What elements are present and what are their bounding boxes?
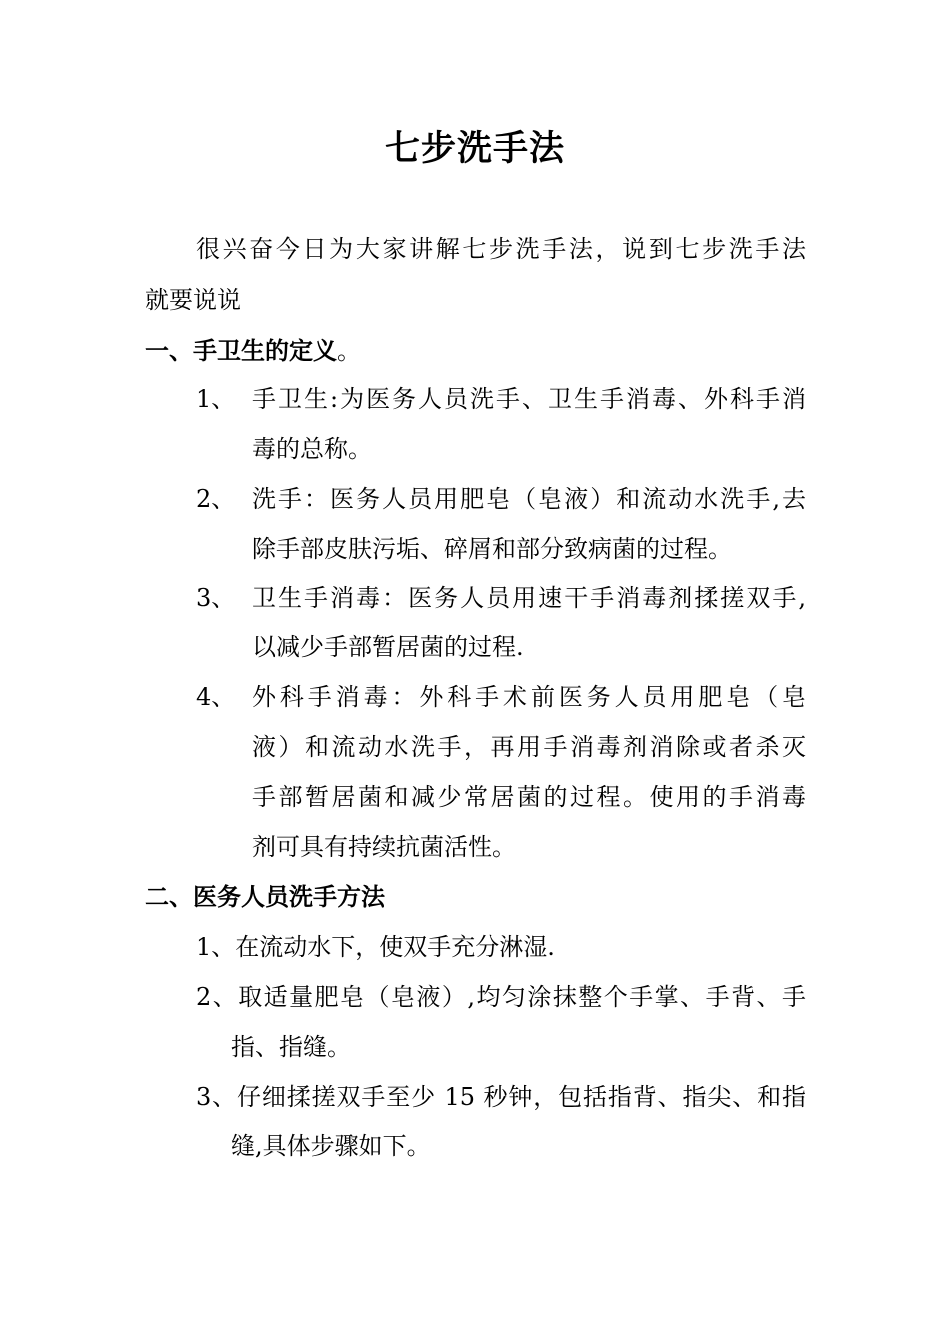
method-2-line-2: 指、指缝。 xyxy=(231,1033,351,1061)
method-3-line-1: 3、仔细揉搓双手至少 15 秒钟，包括指背、指尖、和指 xyxy=(196,1083,806,1111)
intro-line-1: 很兴奋今日为大家讲解七步洗手法，说到七步洗手法 xyxy=(196,235,806,263)
definition-3-line-2: 以减少手部暂居菌的过程. xyxy=(252,633,524,661)
method-3-line-2: 缝,具体步骤如下。 xyxy=(231,1132,431,1160)
definition-4-line-2: 液）和流动水洗手，再用手消毒剂消除或者杀灭 xyxy=(252,733,806,761)
section-1-heading-suffix: 。 xyxy=(337,337,361,365)
intro-line-2: 就要说说 xyxy=(145,286,241,314)
definition-1-number: 1、 xyxy=(196,385,236,413)
method-2-line-1: 2、取适量肥皂（皂液）,均匀涂抹整个手掌、手背、手 xyxy=(196,983,806,1011)
definition-2-line-2: 除手部皮肤污垢、碎屑和部分致病菌的过程。 xyxy=(252,535,732,563)
definition-1-line-2: 毒的总称。 xyxy=(252,435,372,463)
definition-4-number: 4、 xyxy=(196,683,236,711)
section-1-heading-text: 一、手卫生的定义 xyxy=(145,336,337,365)
document-title: 七步洗手法 xyxy=(384,128,565,169)
definition-4-line-3: 手部暂居菌和减少常居菌的过程。使用的手消毒 xyxy=(252,783,806,811)
section-2-heading: 二、医务人员洗手方法 xyxy=(145,882,385,911)
definition-2-number: 2、 xyxy=(196,485,236,513)
definition-2-line-1: 洗手：医务人员用肥皂（皂液）和流动水洗手,去 xyxy=(252,485,806,513)
definition-3-number: 3、 xyxy=(196,584,236,612)
definition-1-line-1: 手卫生:为医务人员洗手、卫生手消毒、外科手消 xyxy=(252,385,806,413)
definition-4-line-1: 外科手消毒：外科手术前医务人员用肥皂（皂 xyxy=(252,683,806,711)
definition-3-line-1: 卫生手消毒：医务人员用速干手消毒剂揉搓双手, xyxy=(252,584,806,612)
section-1-heading xyxy=(145,334,361,368)
method-1-line-1: 1、在流动水下，使双手充分淋湿. xyxy=(196,933,555,961)
definition-4-line-4: 剂可具有持续抗菌活性。 xyxy=(252,833,516,861)
